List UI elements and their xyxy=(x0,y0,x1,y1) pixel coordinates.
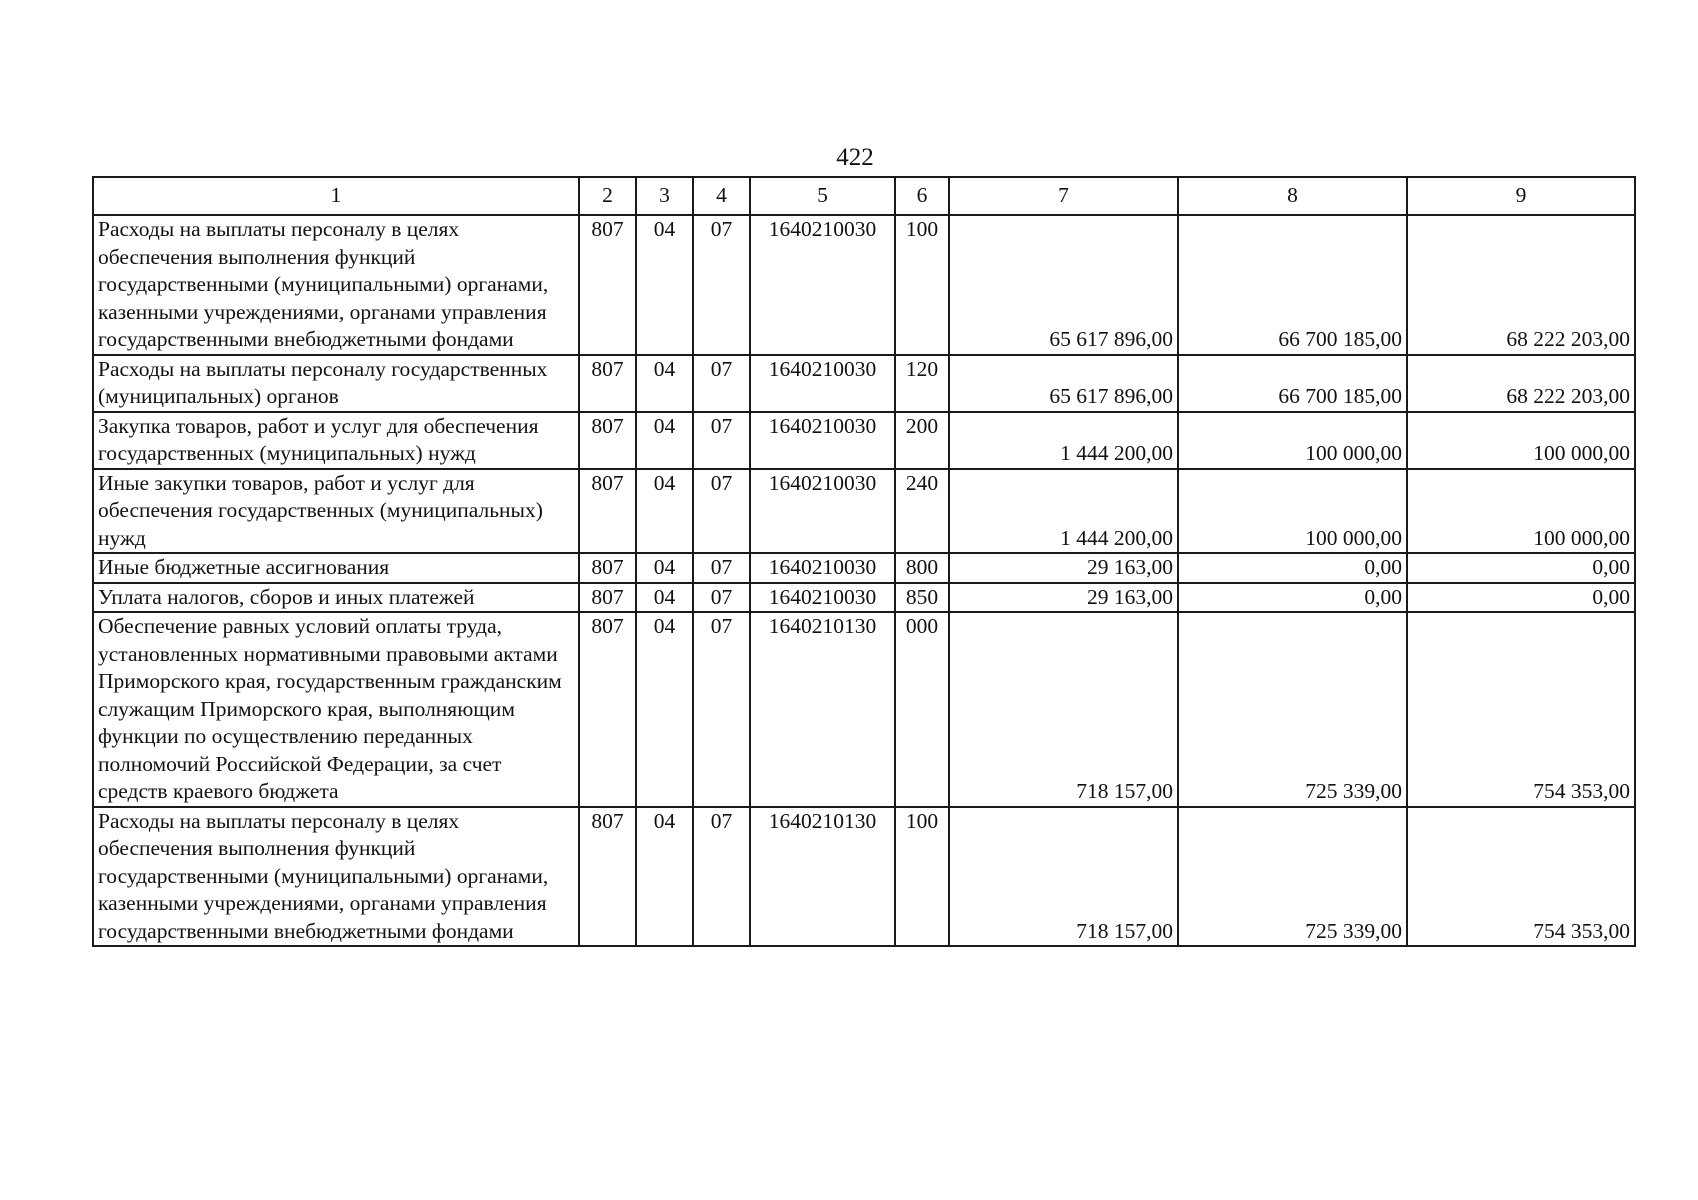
expense-type-code: 850 xyxy=(895,583,949,613)
amount-col-7: 1 444 200,00 xyxy=(949,469,1178,554)
target-article-code: 1640210130 xyxy=(750,807,895,947)
header-row xyxy=(93,177,1635,215)
expense-type-code: 100 xyxy=(895,215,949,355)
expense-name: Уплата налогов, сборов и иных платежей xyxy=(93,583,579,613)
amount-col-8: 0,00 xyxy=(1178,583,1407,613)
amount-col-8: 100 000,00 xyxy=(1178,469,1407,554)
section-code: 04 xyxy=(636,355,693,412)
target-article-code: 1640210030 xyxy=(750,355,895,412)
column-header: 2 xyxy=(579,177,636,215)
subsection-code: 07 xyxy=(693,553,750,583)
ministry-code: 807 xyxy=(579,215,636,355)
table-row xyxy=(93,215,1635,355)
ministry-code: 807 xyxy=(579,612,636,807)
amount-col-7: 1 444 200,00 xyxy=(949,412,1178,469)
amount-col-9: 754 353,00 xyxy=(1407,612,1635,807)
amount-col-9: 100 000,00 xyxy=(1407,469,1635,554)
column-header: 5 xyxy=(750,177,895,215)
column-header: 3 xyxy=(636,177,693,215)
target-article-code: 1640210130 xyxy=(750,612,895,807)
amount-col-7: 718 157,00 xyxy=(949,807,1178,947)
section-code: 04 xyxy=(636,807,693,947)
amount-col-8: 725 339,00 xyxy=(1178,612,1407,807)
section-code: 04 xyxy=(636,612,693,807)
target-article-code: 1640210030 xyxy=(750,469,895,554)
subsection-code: 07 xyxy=(693,355,750,412)
amount-col-8: 725 339,00 xyxy=(1178,807,1407,947)
expense-type-code: 200 xyxy=(895,412,949,469)
column-header: 7 xyxy=(949,177,1178,215)
expense-type-code: 120 xyxy=(895,355,949,412)
subsection-code: 07 xyxy=(693,469,750,554)
amount-col-9: 68 222 203,00 xyxy=(1407,355,1635,412)
table-row xyxy=(93,612,1635,807)
column-header: 4 xyxy=(693,177,750,215)
target-article-code: 1640210030 xyxy=(750,412,895,469)
column-header: 9 xyxy=(1407,177,1635,215)
amount-col-7: 65 617 896,00 xyxy=(949,215,1178,355)
expense-name: Закупка товаров, работ и услуг для обеспечения государственных (муниципальных) нужд xyxy=(93,412,579,469)
amount-col-8: 0,00 xyxy=(1178,553,1407,583)
column-header: 1 xyxy=(93,177,579,215)
subsection-code: 07 xyxy=(693,612,750,807)
ministry-code: 807 xyxy=(579,355,636,412)
expense-type-code: 000 xyxy=(895,612,949,807)
expense-type-code: 800 xyxy=(895,553,949,583)
expense-type-code: 240 xyxy=(895,469,949,554)
expense-name: Расходы на выплаты персоналу в целях обеспечения выполнения функций государственными (муниципальными) органами, казенными учреждениями, органами управления государственными внебюджетными фондами xyxy=(93,807,579,947)
target-article-code: 1640210030 xyxy=(750,215,895,355)
table-row xyxy=(93,553,1635,583)
subsection-code: 07 xyxy=(693,583,750,613)
subsection-code: 07 xyxy=(693,807,750,947)
section-code: 04 xyxy=(636,583,693,613)
section-code: 04 xyxy=(636,215,693,355)
amount-col-9: 68 222 203,00 xyxy=(1407,215,1635,355)
table-row xyxy=(93,807,1635,947)
table-row xyxy=(93,469,1635,554)
expense-name: Расходы на выплаты персоналу в целях обеспечения выполнения функций государственными (муниципальными) органами, казенными учреждениями, органами управления государственными внебюджетными фондами xyxy=(93,215,579,355)
amount-col-8: 66 700 185,00 xyxy=(1178,355,1407,412)
expense-name: Иные бюджетные ассигнования xyxy=(93,553,579,583)
section-code: 04 xyxy=(636,469,693,554)
section-code: 04 xyxy=(636,553,693,583)
ministry-code: 807 xyxy=(579,469,636,554)
amount-col-9: 0,00 xyxy=(1407,583,1635,613)
ministry-code: 807 xyxy=(579,412,636,469)
column-header: 6 xyxy=(895,177,949,215)
budget-table xyxy=(92,176,1636,947)
amount-col-9: 754 353,00 xyxy=(1407,807,1635,947)
amount-col-8: 100 000,00 xyxy=(1178,412,1407,469)
amount-col-9: 0,00 xyxy=(1407,553,1635,583)
amount-col-8: 66 700 185,00 xyxy=(1178,215,1407,355)
expense-type-code: 100 xyxy=(895,807,949,947)
expense-name: Иные закупки товаров, работ и услуг для обеспечения государственных (муниципальных) нужд xyxy=(93,469,579,554)
amount-col-7: 65 617 896,00 xyxy=(949,355,1178,412)
amount-col-7: 718 157,00 xyxy=(949,612,1178,807)
column-header: 8 xyxy=(1178,177,1407,215)
table-row xyxy=(93,412,1635,469)
amount-col-7: 29 163,00 xyxy=(949,583,1178,613)
page-number: 422 xyxy=(836,144,874,171)
ministry-code: 807 xyxy=(579,807,636,947)
section-code: 04 xyxy=(636,412,693,469)
ministry-code: 807 xyxy=(579,583,636,613)
target-article-code: 1640210030 xyxy=(750,583,895,613)
table-row xyxy=(93,355,1635,412)
expense-name: Расходы на выплаты персоналу государственных (муниципальных) органов xyxy=(93,355,579,412)
ministry-code: 807 xyxy=(579,553,636,583)
table-row xyxy=(93,583,1635,613)
amount-col-9: 100 000,00 xyxy=(1407,412,1635,469)
target-article-code: 1640210030 xyxy=(750,553,895,583)
amount-col-7: 29 163,00 xyxy=(949,553,1178,583)
subsection-code: 07 xyxy=(693,412,750,469)
subsection-code: 07 xyxy=(693,215,750,355)
expense-name: Обеспечение равных условий оплаты труда, установленных нормативными правовыми актами Приморского края, государственным гражданским служащим Приморского края, выполняющим функции по осуществлению переданных полномочий Российской Федерации, за счет средств краевого бюджета xyxy=(93,612,579,807)
